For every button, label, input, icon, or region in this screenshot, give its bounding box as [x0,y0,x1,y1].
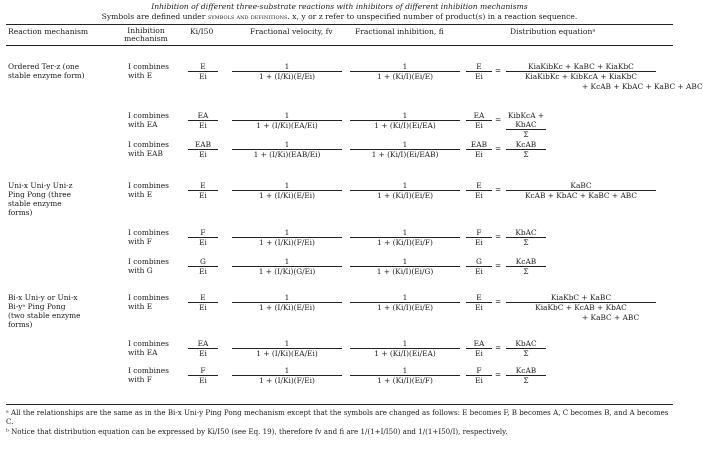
footnote-a: ᵃ All the relationships are the same as in the Bi-x Uni-y Ping Pong mechanism except that the symbols are changed as follows: E becomes F, B becomes A, C becomes B, and A becomes C. [6,408,669,426]
subcaption-smallcaps: symbols and definitions [207,13,288,21]
fractional-inhibition-numerator: 1 [402,181,408,190]
inhibition-mechanism: I combines with G [128,257,169,275]
inhibition-mechanism: I combines with E [128,62,169,80]
distribution-lhs-denominator: Ei [466,120,492,130]
distribution-denominator: KiaKbC + KcAB + KbAC [506,302,656,312]
distribution-lhs-numerator: E [476,62,482,71]
header-inhibition: Inhibition mechanism [124,26,168,43]
fractional-velocity [232,62,342,81]
distribution-lhs-denominator: Ei [466,190,492,200]
fractional-inhibition-denominator: 1 + (Ki/I)(Ei/E) [350,71,460,81]
distribution-lhs-denominator: Ei [466,375,492,385]
fractional-inhibition-numerator: 1 [402,293,408,302]
ki-ratio-numerator: F [200,228,206,237]
ki-ratio-denominator: Ei [188,348,218,358]
distribution-numerator: KbAC [515,228,537,237]
table-caption: Inhibition of different three-substrate reactions with inhibitors of different inhibition mechanisms [151,2,528,11]
distribution-continuation: + KcAB + KbAC + KaBC + ABC [582,82,703,91]
distribution-lhs [466,366,492,385]
fractional-inhibition-denominator: 1 + (Ki/I)(Ei/G) [350,266,460,276]
distribution-lhs-denominator: Ei [466,237,492,247]
ki-ratio [188,339,218,358]
bottom-rule [6,404,673,405]
distribution-continuation: + KaBC + ABC [582,313,640,322]
fractional-inhibition-denominator: 1 + (Ki/I)(Ei/EAB) [350,149,460,159]
ki-ratio [188,293,218,312]
inhibition-mechanism: I combines with EA [128,111,169,129]
distribution-denominator: Σ [506,375,546,385]
distribution-equation [506,293,656,312]
distribution-equation [506,62,656,81]
inhibition-mechanism: I combines with E [128,293,169,311]
ki-ratio-numerator: F [200,366,206,375]
equals-sign: = [495,66,502,75]
distribution-numerator: KaBC [570,181,592,190]
equals-sign: = [495,144,502,153]
fractional-velocity-denominator: 1 + (I/Ki)(EA/Ei) [232,120,342,130]
fractional-velocity [232,111,342,130]
fractional-velocity-numerator: 1 [284,293,290,302]
fractional-velocity-numerator: 1 [284,257,290,266]
header-fractional-inhibition: Fractional inhibition, fi [355,27,444,36]
header-ki: Ki/I50 [190,27,214,36]
ki-ratio-numerator: G [200,257,206,266]
fractional-velocity [232,339,342,358]
distribution-lhs-numerator: G [476,257,482,266]
distribution-lhs-denominator: Ei [466,302,492,312]
distribution-numerator: KbAC [515,339,537,348]
ki-ratio [188,366,218,385]
subcaption-post: . x, y or z refer to unspecified number of product(s) in a reaction sequence. [287,12,578,21]
distribution-equation [506,140,546,159]
ki-ratio [188,140,218,159]
fractional-inhibition [350,62,460,81]
fractional-inhibition-denominator: 1 + (Ki/I)(Ei/F) [350,375,460,385]
fractional-velocity-denominator: 1 + (I/Ki)(G/Ei) [232,266,342,276]
distribution-lhs-numerator: F [476,228,482,237]
ki-ratio-numerator: EAB [194,140,212,149]
distribution-equation [506,257,546,276]
fractional-velocity [232,181,342,200]
distribution-denominator: Σ [506,129,546,139]
fractional-inhibition-numerator: 1 [402,257,408,266]
fractional-inhibition-denominator: 1 + (Ki/I)(Ei/EA) [350,348,460,358]
fractional-inhibition [350,366,460,385]
distribution-numerator: KcAB [515,140,537,149]
top-rule [6,24,673,25]
fractional-velocity [232,140,342,159]
fractional-velocity-numerator: 1 [284,62,290,71]
fractional-inhibition-denominator: 1 + (Ki/I)(Ei/EA) [350,120,460,130]
distribution-equation [506,111,546,139]
header-rule [6,45,673,46]
group-mechanism: Uni-x Uni-y Uni-z Ping Pong (three stable enzyme forms) [8,181,73,217]
equals-sign: = [495,115,502,124]
ki-ratio [188,257,218,276]
ki-ratio-denominator: Ei [188,71,218,81]
distribution-denominator: Σ [506,266,546,276]
fractional-velocity-denominator: 1 + (I/Ki)(F/Ei) [232,237,342,247]
distribution-denominator: Σ [506,149,546,159]
fractional-inhibition-denominator: 1 + (Ki/I)(Ei/F) [350,237,460,247]
ki-ratio-denominator: Ei [188,237,218,247]
fractional-velocity-numerator: 1 [284,366,290,375]
distribution-lhs [466,181,492,200]
distribution-equation [506,339,546,358]
fractional-inhibition-denominator: 1 + (Ki/I)(Ei/E) [350,302,460,312]
fractional-velocity-denominator: 1 + (I/Ki)(E/Ei) [232,71,342,81]
header-velocity: Fractional velocity, fv [250,27,333,36]
distribution-lhs-numerator: E [476,293,482,302]
ki-ratio-denominator: Ei [188,375,218,385]
fractional-inhibition-denominator: 1 + (Ki/I)(Ei/E) [350,190,460,200]
fractional-velocity-numerator: 1 [284,228,290,237]
distribution-denominator: KcAB + KbAC + KaBC + ABC [506,190,656,200]
fractional-velocity-numerator: 1 [284,111,290,120]
inhibition-mechanism: I combines with F [128,366,169,384]
distribution-lhs-numerator: EA [473,339,485,348]
subcaption-pre: Symbols are defined under [101,12,208,21]
fractional-inhibition [350,228,460,247]
ki-ratio [188,228,218,247]
fractional-velocity-numerator: 1 [284,140,290,149]
distribution-lhs [466,257,492,276]
ki-ratio-numerator: EA [197,339,209,348]
ki-ratio-denominator: Ei [188,149,218,159]
distribution-numerator: KibKcA + KbAC [507,111,545,129]
group-mechanism: Ordered Ter-z (one stable enzyme form) [8,62,85,80]
equals-sign: = [495,261,502,270]
footnote-b: ᵇ Notice that distribution equation can be expressed by Ki/I50 (see Eq. 19), therefore fv and fi are 1/(1+I/I50) and 1/(1+I50/I), respectively. [6,427,508,436]
fractional-inhibition [350,140,460,159]
fractional-velocity-numerator: 1 [284,339,290,348]
distribution-denominator: Σ [506,237,546,247]
distribution-numerator: KiaKbC + KaBC [550,293,612,302]
distribution-lhs-numerator: EAB [470,140,488,149]
fractional-velocity-denominator: 1 + (I/Ki)(F/Ei) [232,375,342,385]
distribution-lhs [466,62,492,81]
distribution-lhs-denominator: Ei [466,348,492,358]
ki-ratio-numerator: EA [197,111,209,120]
distribution-lhs-numerator: E [476,181,482,190]
equals-sign: = [495,297,502,306]
distribution-lhs-numerator: EA [473,111,485,120]
distribution-lhs-denominator: Ei [466,71,492,81]
inhibition-mechanism: I combines with E [128,181,169,199]
ki-ratio [188,181,218,200]
distribution-lhs [466,140,492,159]
ki-ratio-numerator: E [200,62,206,71]
fractional-inhibition [350,339,460,358]
fractional-velocity-numerator: 1 [284,181,290,190]
fractional-inhibition-numerator: 1 [402,111,408,120]
distribution-numerator: KiaKibKc + KaBC + KiaKbC [528,62,634,71]
header-mechanism: Reaction mechanism [8,27,89,36]
equals-sign: = [495,185,502,194]
fractional-inhibition-numerator: 1 [402,339,408,348]
ki-ratio-numerator: E [200,181,206,190]
table-subcaption [0,12,679,21]
distribution-equation [506,228,546,247]
fractional-inhibition [350,181,460,200]
distribution-lhs [466,339,492,358]
ki-ratio [188,111,218,130]
distribution-lhs [466,111,492,130]
ki-ratio-denominator: Ei [188,120,218,130]
fractional-inhibition-numerator: 1 [402,62,408,71]
fractional-velocity-denominator: 1 + (I/Ki)(E/Ei) [232,302,342,312]
inhibition-mechanism: I combines with F [128,228,169,246]
fractional-velocity [232,257,342,276]
fractional-velocity [232,228,342,247]
distribution-lhs-numerator: F [476,366,482,375]
inhibition-mechanism: I combines with EA [128,339,169,357]
distribution-lhs [466,293,492,312]
fractional-velocity [232,366,342,385]
ki-ratio-numerator: E [200,293,206,302]
distribution-denominator: Σ [506,348,546,358]
distribution-denominator: KiaKibKc + KibKcA + KiaKbC [506,71,656,81]
group-mechanism: Bi-x Uni-y or Uni-x Bi-yᵃ Ping Pong (two stable enzyme forms) [8,293,81,329]
fractional-velocity-denominator: 1 + (I/Ki)(EA/Ei) [232,348,342,358]
fractional-inhibition-numerator: 1 [402,228,408,237]
fractional-velocity-denominator: 1 + (I/Ki)(E/Ei) [232,190,342,200]
distribution-numerator: KcAB [515,257,537,266]
equals-sign: = [495,232,502,241]
fractional-velocity [232,293,342,312]
ki-ratio-denominator: Ei [188,302,218,312]
distribution-lhs-denominator: Ei [466,149,492,159]
ki-ratio-denominator: Ei [188,190,218,200]
distribution-equation [506,181,656,200]
header-distribution: Distribution equationᵃ [510,27,596,36]
distribution-equation [506,366,546,385]
distribution-numerator: KcAB [515,366,537,375]
equals-sign: = [495,370,502,379]
ki-ratio-denominator: Ei [188,266,218,276]
fractional-inhibition-numerator: 1 [402,140,408,149]
fractional-inhibition [350,257,460,276]
fractional-inhibition [350,293,460,312]
ki-ratio [188,62,218,81]
inhibition-mechanism: I combines with EAB [128,140,169,158]
distribution-lhs-denominator: Ei [466,266,492,276]
fractional-velocity-denominator: 1 + (I/Ki)(EAB/Ei) [232,149,342,159]
distribution-lhs [466,228,492,247]
equals-sign: = [495,343,502,352]
fractional-inhibition [350,111,460,130]
fractional-inhibition-numerator: 1 [402,366,408,375]
